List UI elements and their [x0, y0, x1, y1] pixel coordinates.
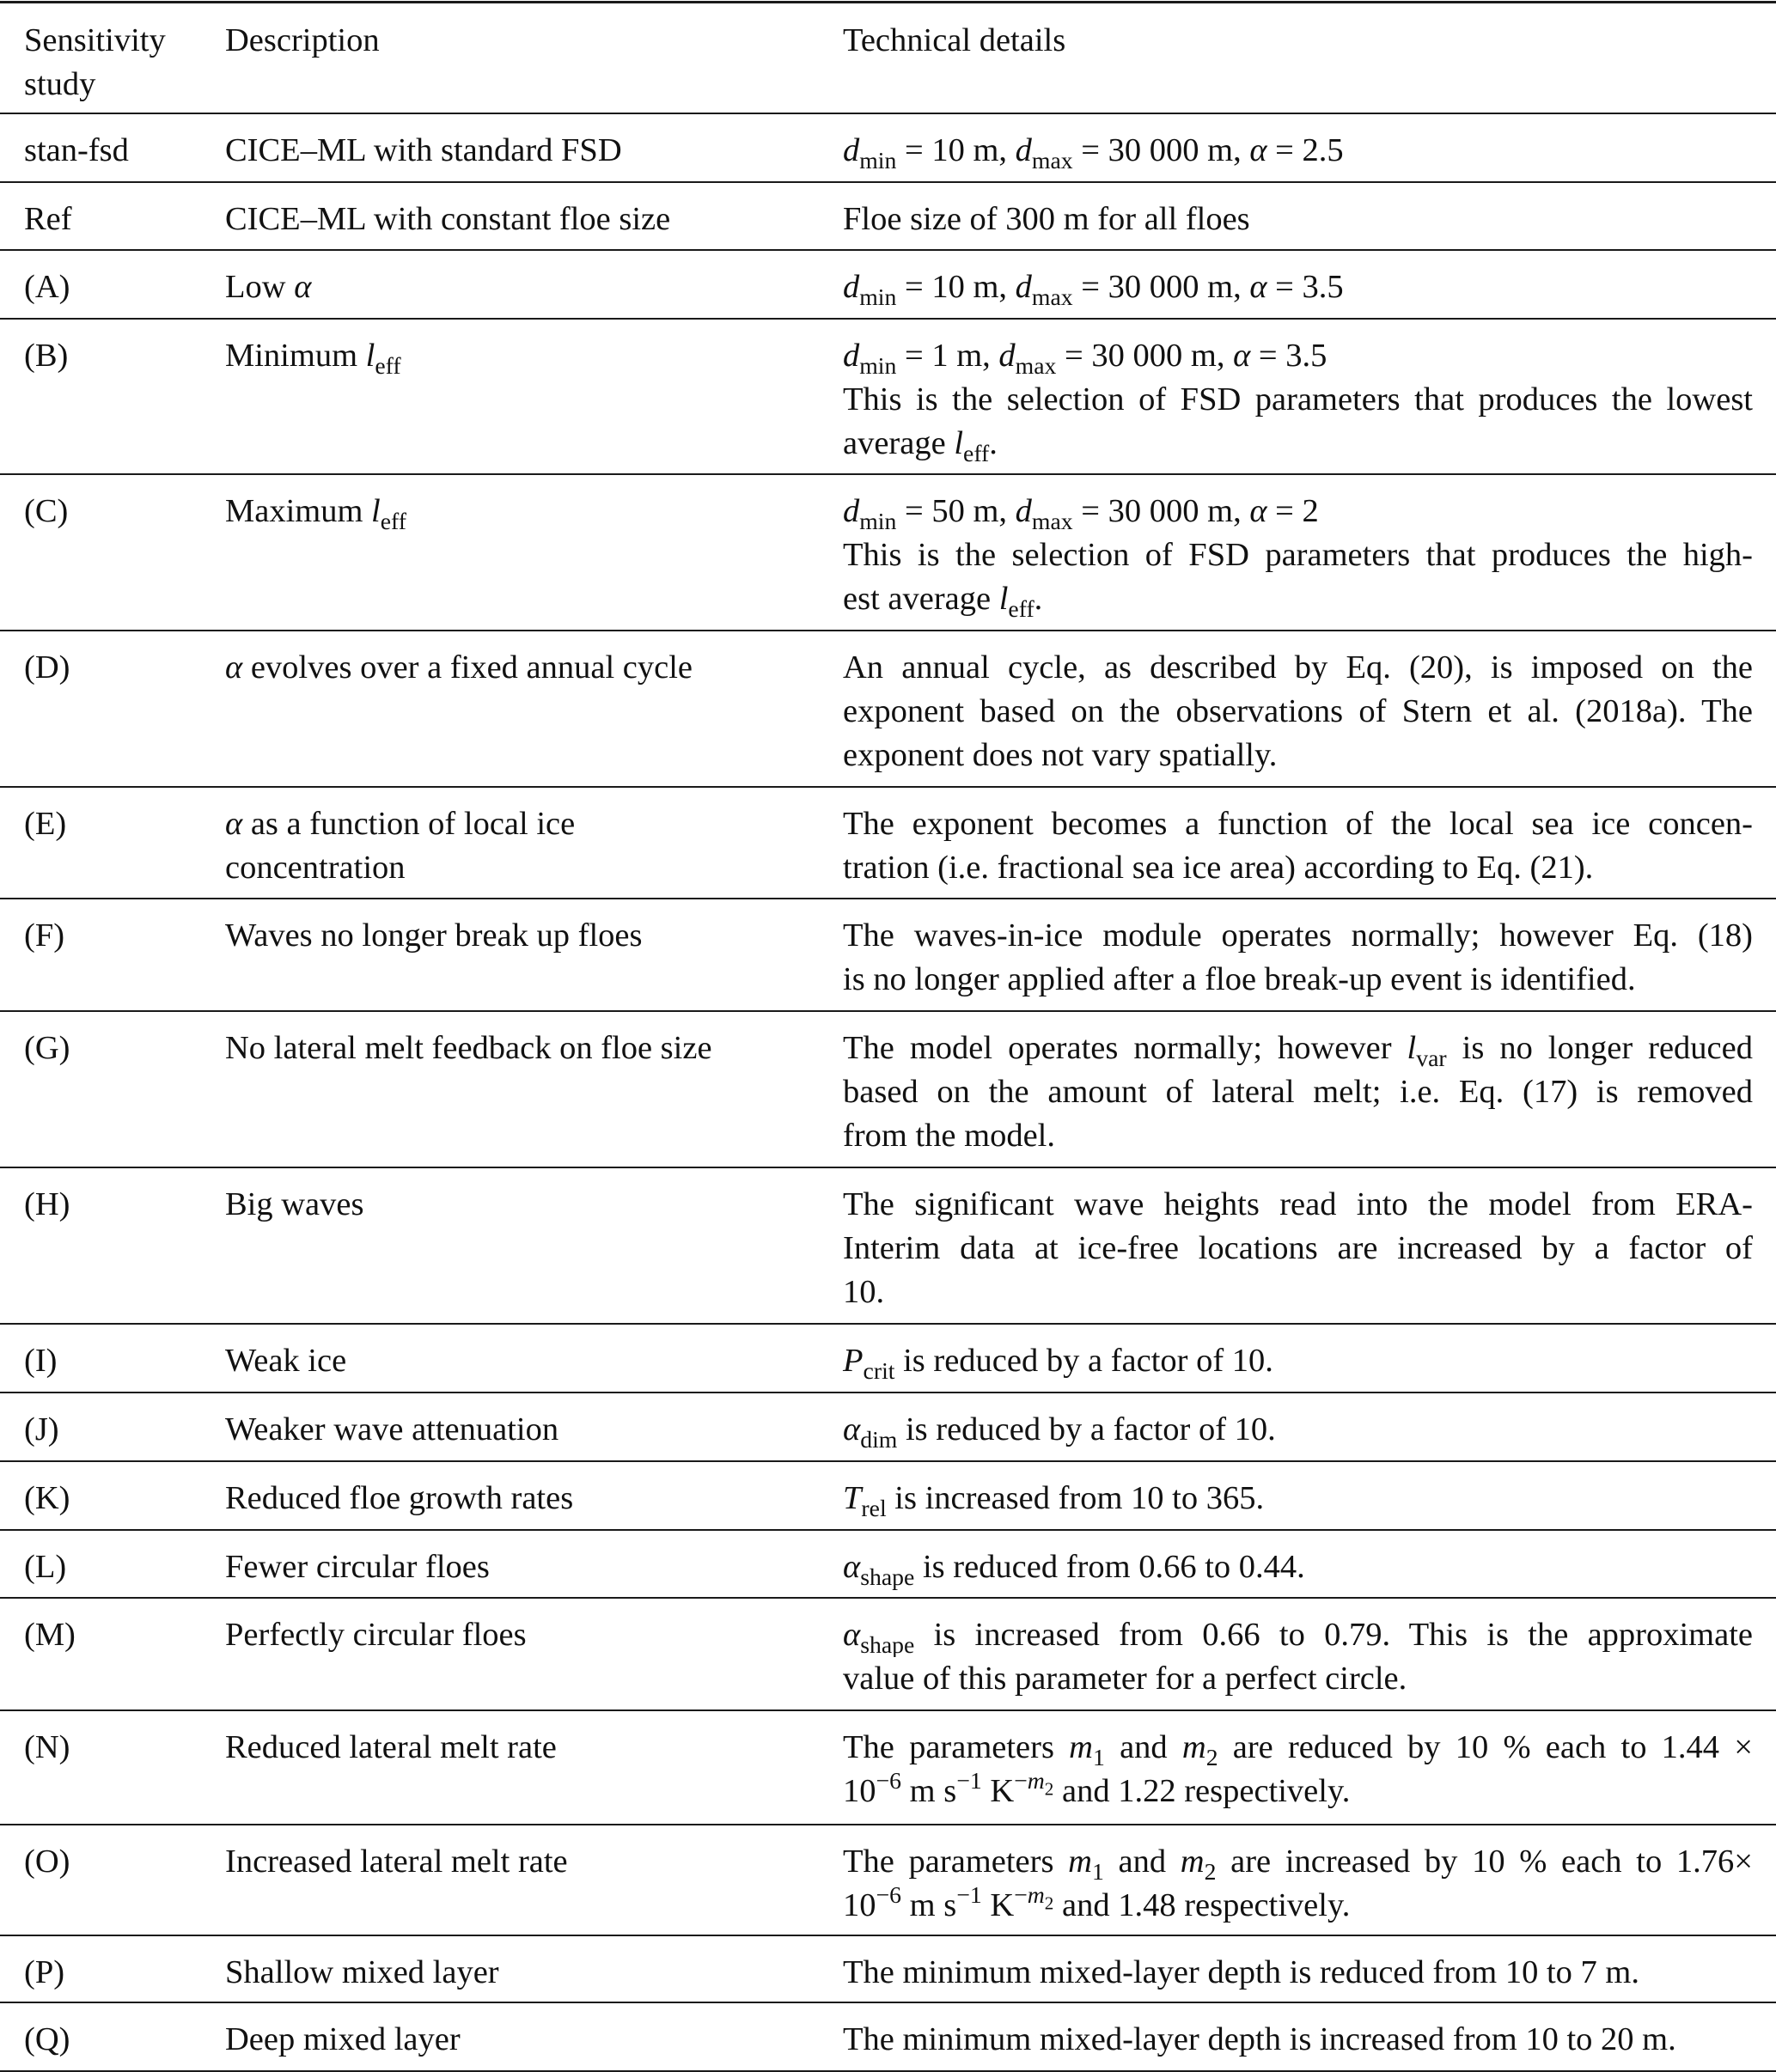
text-run: est average — [843, 581, 999, 617]
study-id-cell — [24, 914, 213, 958]
text-run: and 1.22 respectively. — [1053, 1773, 1351, 1809]
study-id: (P) — [24, 1954, 65, 1990]
text-run: Maximum — [225, 493, 372, 529]
text-run: Reduced lateral melt rate — [225, 1729, 557, 1765]
description-line — [225, 1477, 827, 1520]
text-run: The minimum mixed-layer depth is increased from 10 to 20 m. — [843, 2021, 1676, 2057]
text-run: Increased lateral melt rate — [225, 1843, 568, 1880]
text-run: The significant wave heights read into the model from ERA- — [843, 1186, 1753, 1222]
technical-details-line — [843, 1880, 1753, 1928]
technical-details-line — [843, 1227, 1753, 1271]
study-id-cell — [24, 490, 213, 533]
study-id: (L) — [24, 1549, 67, 1585]
math-symbol: α — [225, 649, 243, 686]
table-row — [0, 1393, 1776, 1462]
text-run: This is the selection of FSD parameters that produces the lowest — [843, 381, 1753, 417]
math-symbol: d — [1015, 269, 1032, 305]
header-line: Description — [225, 22, 380, 58]
description-line — [225, 334, 827, 378]
math-symbol: α — [843, 1617, 861, 1653]
technical-details-line — [843, 802, 1753, 846]
technical-details-cell — [843, 1951, 1753, 1995]
text-run: 10. — [843, 1274, 885, 1310]
description-line — [225, 1408, 827, 1452]
text-run: Weak ice — [225, 1343, 347, 1379]
description-line — [225, 2018, 827, 2062]
study-id: (J) — [24, 1411, 59, 1447]
text-run: . — [1034, 581, 1043, 617]
text-run: are increased by 10 % each to 1.76× — [1216, 1843, 1753, 1880]
superscript: −1 — [956, 1766, 982, 1794]
study-id: (B) — [24, 338, 69, 374]
description-line — [225, 1951, 827, 1995]
study-id: (K) — [24, 1480, 70, 1516]
technical-details-line — [843, 577, 1753, 621]
math-symbol: l — [1407, 1030, 1417, 1066]
math-symbol: m — [1068, 1843, 1092, 1880]
technical-details-line — [843, 533, 1753, 577]
technical-details-line — [843, 1114, 1753, 1158]
technical-details-line — [843, 846, 1753, 890]
text-run: and — [1104, 1729, 1182, 1765]
table-row — [0, 1598, 1776, 1711]
technical-details-cell — [843, 1613, 1753, 1701]
technical-details-line — [843, 1613, 1753, 1657]
study-id-cell — [24, 129, 213, 173]
table-row — [0, 1710, 1776, 1825]
technical-details-cell — [843, 334, 1753, 466]
text-run: is reduced by a factor of 10. — [897, 1411, 1276, 1447]
subscript: 1 — [1091, 1857, 1104, 1884]
technical-details-line — [843, 265, 1753, 309]
technical-details-line — [843, 1070, 1753, 1114]
technical-details-line — [843, 1726, 1753, 1770]
technical-details-line — [843, 378, 1753, 422]
technical-details-line — [843, 1271, 1753, 1314]
study-id: (G) — [24, 1030, 70, 1066]
study-id: (A) — [24, 269, 70, 305]
technical-details-cell — [843, 198, 1753, 241]
text-run: Shallow mixed layer — [225, 1954, 499, 1990]
math-symbol: d — [1015, 493, 1032, 529]
technical-details-cell — [843, 802, 1753, 890]
technical-details-line — [843, 334, 1753, 378]
text-run: value of this parameter for a perfect circle. — [843, 1661, 1407, 1697]
math-symbol: α — [1249, 132, 1267, 168]
study-id: (C) — [24, 493, 69, 529]
math-symbol: α — [1233, 338, 1251, 374]
description-cell — [225, 914, 827, 958]
description-cell — [225, 198, 827, 241]
table-row — [0, 1825, 1776, 1936]
math-symbol: m — [1180, 1843, 1205, 1880]
technical-details-line — [843, 1027, 1753, 1070]
study-id-cell — [24, 1613, 213, 1657]
math-symbol: α — [1249, 269, 1267, 305]
study-id-cell — [24, 265, 213, 309]
table-row — [0, 1011, 1776, 1168]
math-symbol: α — [294, 269, 312, 305]
technical-details-line — [843, 1951, 1753, 1995]
text-run: Big waves — [225, 1186, 364, 1222]
technical-details-line — [843, 1408, 1753, 1452]
math-symbol: α — [1249, 493, 1267, 529]
description-cell — [225, 1840, 827, 1884]
technical-details-cell — [843, 1027, 1753, 1158]
subscript: rel — [861, 1494, 887, 1521]
math-symbol: m — [1181, 1729, 1206, 1765]
header-description — [225, 19, 827, 63]
subscript: var — [1416, 1044, 1447, 1070]
subscript: max — [1031, 507, 1073, 534]
text-run: No lateral melt feedback on floe size — [225, 1030, 712, 1066]
text-run: are reduced by 10 % each to 1.44 × — [1218, 1729, 1753, 1765]
text-run: The minimum mixed-layer depth is reduced from 10 to 7 m. — [843, 1954, 1639, 1990]
description-cell — [225, 129, 827, 173]
math-symbol: d — [998, 338, 1016, 374]
text-run: and 1.48 respectively. — [1053, 1887, 1351, 1923]
table-row — [0, 250, 1776, 320]
description-cell — [225, 1613, 827, 1657]
study-id-cell — [24, 1726, 213, 1770]
study-id-cell — [24, 802, 213, 846]
description-line — [225, 846, 827, 890]
text-run: from the model. — [843, 1118, 1055, 1154]
text-run: = 30 000 m, — [1056, 338, 1234, 374]
subscript: 2 — [1205, 1743, 1218, 1770]
technical-details-line — [843, 129, 1753, 173]
text-run: = 30 000 m, — [1072, 269, 1250, 305]
technical-details-cell — [843, 646, 1753, 777]
technical-details-cell — [843, 914, 1753, 1002]
technical-details-cell — [843, 1477, 1753, 1520]
technical-details-line — [843, 914, 1753, 958]
study-id: (F) — [24, 917, 65, 954]
math-symbol: d — [1015, 132, 1032, 168]
superscript: m — [1027, 1766, 1045, 1794]
description-line — [225, 1613, 827, 1657]
description-cell — [225, 1339, 827, 1383]
text-run: An annual cycle, as described by Eq. (20), is imposed on the — [843, 649, 1753, 686]
table-row — [0, 787, 1776, 899]
table-row — [0, 1530, 1776, 1599]
technical-details-cell — [843, 1840, 1753, 1928]
description-line — [225, 802, 827, 846]
description-cell — [225, 802, 827, 890]
description-line — [225, 1726, 827, 1770]
study-id-cell — [24, 334, 213, 378]
math-symbol: d — [843, 493, 860, 529]
study-id-cell — [24, 2018, 213, 2062]
table-row — [0, 1167, 1776, 1325]
math-symbol: l — [998, 581, 1009, 617]
technical-details-cell — [843, 1545, 1753, 1589]
study-id: (M) — [24, 1617, 76, 1653]
subscript: max — [1031, 283, 1073, 310]
study-id-cell — [24, 1545, 213, 1589]
subscript: 1 — [1092, 1743, 1105, 1770]
text-run: evolves over a fixed annual cycle — [242, 649, 693, 686]
description-cell — [225, 1726, 827, 1770]
math-symbol: l — [365, 338, 375, 374]
text-run: The waves-in-ice module operates normally; however Eq. (18) — [843, 917, 1753, 954]
text-run: exponent does not vary spatially. — [843, 737, 1278, 773]
math-symbol: l — [371, 493, 381, 529]
description-line — [225, 646, 827, 690]
subscript: eff — [380, 507, 407, 534]
text-run: Perfectly circular floes — [225, 1617, 527, 1653]
math-symbol: d — [843, 338, 860, 374]
text-run: = 3.5 — [1266, 269, 1344, 305]
text-run: is no longer reduced — [1446, 1030, 1753, 1066]
text-run: The model operates normally; however — [843, 1030, 1407, 1066]
subscript: shape — [860, 1563, 915, 1590]
technical-details-line — [843, 198, 1753, 241]
description-cell — [225, 1951, 827, 1995]
text-run: Floe size of 300 m for all floes — [843, 201, 1250, 237]
text-run: average — [843, 425, 955, 461]
table-row — [0, 631, 1776, 788]
study-id: Ref — [24, 201, 72, 237]
subscript: dim — [860, 1425, 898, 1453]
description-cell — [225, 2018, 827, 2062]
superscript: −1 — [956, 1880, 982, 1908]
study-id: (E) — [24, 806, 67, 842]
technical-details-cell — [843, 1408, 1753, 1452]
text-run: CICE–ML with constant floe size — [225, 201, 671, 237]
description-cell — [225, 1027, 827, 1070]
math-symbol: m — [1069, 1729, 1093, 1765]
text-run: K — [981, 1773, 1015, 1809]
text-run: The parameters — [843, 1729, 1070, 1765]
description-cell — [225, 1477, 827, 1520]
header-sensitivity-study — [24, 19, 213, 107]
header-line: study — [24, 66, 96, 102]
study-id: (I) — [24, 1343, 58, 1379]
table-row — [0, 1935, 1776, 2003]
study-id: (D) — [24, 649, 70, 686]
text-run: = 2 — [1266, 493, 1319, 529]
text-run: tration (i.e. fractional sea ice area) according to Eq. (21). — [843, 850, 1594, 886]
technical-details-cell — [843, 1339, 1753, 1383]
description-line — [225, 1545, 827, 1589]
text-run: = 10 m, — [896, 269, 1016, 305]
subscript: 2 — [1204, 1857, 1217, 1884]
math-symbol: P — [843, 1343, 864, 1379]
description-line — [225, 198, 827, 241]
technical-details-line — [843, 1545, 1753, 1589]
table-row — [0, 1324, 1776, 1393]
text-run: is increased from 0.66 to 0.79. This is the approximate — [914, 1617, 1753, 1653]
subscript: min — [859, 146, 897, 174]
table-header-row — [0, 1, 1776, 114]
study-id-cell — [24, 1840, 213, 1884]
technical-details-line — [843, 490, 1753, 533]
text-run: = 3.5 — [1250, 338, 1327, 374]
table-row — [0, 1461, 1776, 1531]
text-run: m s — [901, 1773, 957, 1809]
description-cell — [225, 1408, 827, 1452]
study-id: (N) — [24, 1729, 70, 1765]
study-id: (Q) — [24, 2021, 70, 2057]
text-run: concentration — [225, 850, 406, 886]
text-run: = 30 000 m, — [1072, 493, 1250, 529]
subscript: min — [859, 507, 897, 534]
technical-details-line — [843, 646, 1753, 690]
text-run: The exponent becomes a function of the local sea ice concen- — [843, 806, 1753, 842]
subscript: eff — [963, 439, 990, 466]
description-cell — [225, 646, 827, 690]
text-run: The parameters — [843, 1843, 1069, 1880]
text-run: This is the selection of FSD parameters that produces the high- — [843, 537, 1753, 573]
subscript: max — [1031, 146, 1073, 174]
description-cell — [225, 334, 827, 378]
table-row — [0, 2002, 1776, 2072]
technical-details-cell — [843, 129, 1753, 173]
text-run: = 2.5 — [1266, 132, 1344, 168]
header-technical-details — [843, 19, 1753, 63]
technical-details-cell — [843, 2018, 1753, 2062]
subscript: min — [859, 351, 897, 379]
description-line — [225, 265, 827, 309]
table-row — [0, 319, 1776, 475]
subscript: 2 — [1044, 1892, 1054, 1914]
text-run: is no longer applied after a floe break-up event is identified. — [843, 961, 1636, 997]
study-id-cell — [24, 1477, 213, 1520]
technical-details-line — [843, 1477, 1753, 1520]
math-symbol: l — [954, 425, 964, 461]
text-run: 10 — [843, 1773, 876, 1809]
header-line: Technical details — [843, 22, 1066, 58]
description-cell — [225, 490, 827, 533]
study-id-cell — [24, 646, 213, 690]
text-run: K — [981, 1887, 1015, 1923]
text-run: is reduced by a factor of 10. — [894, 1343, 1273, 1379]
subscript: 2 — [1044, 1778, 1054, 1800]
text-run: 10 — [843, 1887, 876, 1923]
description-line — [225, 129, 827, 173]
table-row — [0, 899, 1776, 1012]
technical-details-cell — [843, 1726, 1753, 1813]
study-id-cell — [24, 1339, 213, 1383]
subscript: crit — [863, 1356, 895, 1384]
text-run: Deep mixed layer — [225, 2021, 461, 2057]
table-row — [0, 182, 1776, 251]
description-line — [225, 1183, 827, 1227]
text-run: is increased from 10 to 365. — [886, 1480, 1265, 1516]
technical-details-line — [843, 1183, 1753, 1227]
text-run: Weaker wave attenuation — [225, 1411, 559, 1447]
technical-details-line — [843, 1766, 1753, 1813]
superscript: − — [1014, 1880, 1028, 1908]
text-run: Fewer circular floes — [225, 1549, 490, 1585]
text-run: Waves no longer break up floes — [225, 917, 643, 954]
subscript: max — [1015, 351, 1057, 379]
superscript: −6 — [876, 1766, 901, 1794]
subscript: min — [859, 283, 897, 310]
text-run: Interim data at ice-free locations are increased by a factor of — [843, 1230, 1753, 1266]
text-run: exponent based on the observations of Stern et al. (2018a). The — [843, 693, 1753, 729]
study-id: (O) — [24, 1843, 70, 1880]
technical-details-line — [843, 422, 1753, 466]
study-id: stan-fsd — [24, 132, 129, 168]
technical-details-cell — [843, 265, 1753, 309]
superscript: −6 — [876, 1880, 901, 1908]
text-run: = 50 m, — [896, 493, 1016, 529]
text-run: is reduced from 0.66 to 0.44. — [914, 1549, 1305, 1585]
superscript: m — [1027, 1880, 1045, 1908]
study-id-cell — [24, 1183, 213, 1227]
description-line — [225, 490, 827, 533]
text-run: = 30 000 m, — [1072, 132, 1250, 168]
description-cell — [225, 265, 827, 309]
description-line — [225, 1339, 827, 1383]
text-run: and — [1103, 1843, 1181, 1880]
subscript: eff — [375, 351, 401, 379]
technical-details-line — [843, 1657, 1753, 1701]
study-id: (H) — [24, 1186, 70, 1222]
study-id-cell — [24, 198, 213, 241]
math-symbol: T — [843, 1480, 862, 1516]
technical-details-line — [843, 958, 1753, 1002]
technical-details-cell — [843, 490, 1753, 621]
description-line — [225, 914, 827, 958]
table-row — [0, 474, 1776, 631]
text-run: Reduced floe growth rates — [225, 1480, 574, 1516]
header-line: Sensitivity — [24, 22, 166, 58]
math-symbol: α — [843, 1549, 861, 1585]
technical-details-line — [843, 734, 1753, 777]
technical-details-line — [843, 1339, 1753, 1383]
description-line — [225, 1027, 827, 1070]
study-id-cell — [24, 1027, 213, 1070]
study-id-cell — [24, 1408, 213, 1452]
text-run: m s — [901, 1887, 957, 1923]
study-id-cell — [24, 1951, 213, 1995]
math-symbol: α — [225, 806, 243, 842]
description-cell — [225, 1545, 827, 1589]
text-run: . — [989, 425, 998, 461]
technical-details-line — [843, 690, 1753, 734]
text-run: CICE–ML with standard FSD — [225, 132, 622, 168]
math-symbol: d — [843, 269, 860, 305]
text-run: as a function of local ice — [242, 806, 576, 842]
text-run: Low — [225, 269, 295, 305]
description-line — [225, 1840, 827, 1884]
math-symbol: d — [843, 132, 860, 168]
description-cell — [225, 1183, 827, 1227]
technical-details-cell — [843, 1183, 1753, 1314]
text-run: = 10 m, — [896, 132, 1016, 168]
superscript: − — [1014, 1766, 1028, 1794]
subscript: eff — [1008, 594, 1034, 622]
math-symbol: α — [843, 1411, 861, 1447]
text-run: = 1 m, — [896, 338, 999, 374]
technical-details-line — [843, 1840, 1753, 1884]
technical-details-line — [843, 2018, 1753, 2062]
subscript: shape — [860, 1630, 915, 1657]
table-row — [0, 113, 1776, 183]
text-run: based on the amount of lateral melt; i.e. Eq. (17) is removed — [843, 1074, 1753, 1110]
text-run: Minimum — [225, 338, 366, 374]
